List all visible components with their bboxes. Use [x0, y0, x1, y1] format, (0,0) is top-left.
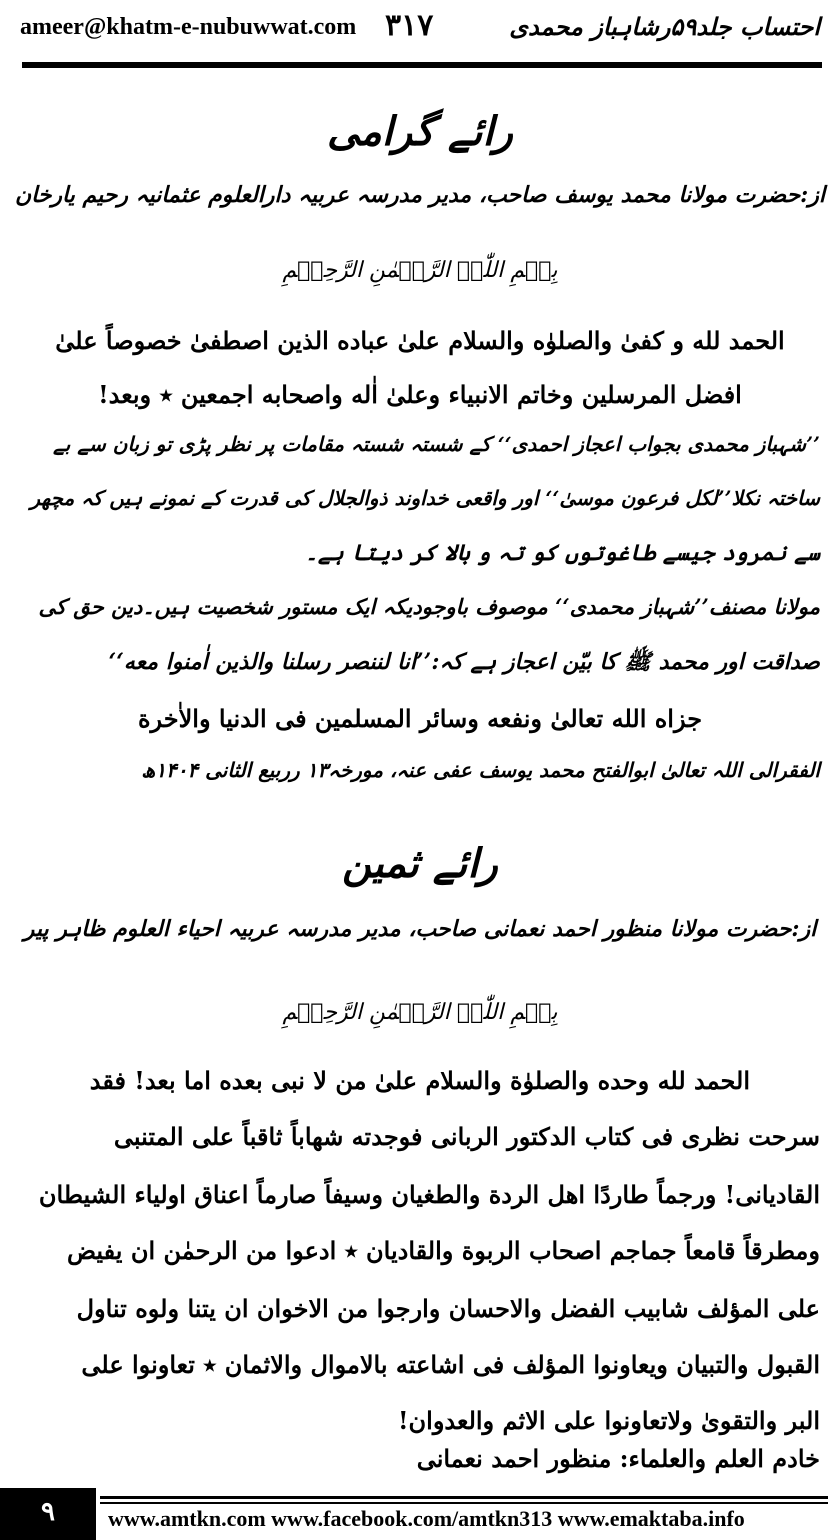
- page-footer: [0, 1484, 840, 1540]
- section1-byline: از:حضرت مولانا محمد یوسف صاحب، مدیر مدرسہ عربیہ دارالعلوم عثمانیہ رحیم یارخان: [14, 182, 826, 208]
- section1-signature: الفقرالی اللہ تعالیٰ ابوالفتح محمد یوسف عفی عنہ، مورخہ۱۳ رربیع الثانی ۱۴۰۴ھ: [141, 758, 820, 782]
- section2-line-5: على المؤلف شابيب الفضل والاحسان وارجوا من الاخوان ان يتنا ولوه تناول: [76, 1294, 820, 1323]
- section1-line-8: جزاه الله تعالىٰ ونفعه وسائر المسلمين فى الدنيا والاٰخرة: [137, 704, 703, 733]
- book-title: احتساب جلد۵۹رشاہباز محمدی: [509, 12, 820, 41]
- section2-bismillah: بِسۡمِ اللّٰہِ الرَّحۡمٰنِ الرَّحِیۡمِ: [282, 1000, 558, 1025]
- page-header: [0, 0, 840, 64]
- section1-bismillah: بِسۡمِ اللّٰہِ الرَّحۡمٰنِ الرَّحِیۡمِ: [282, 258, 558, 283]
- header-divider: [22, 62, 822, 68]
- email-address: ameer@khatm-e-nubuwwat.com: [20, 14, 357, 40]
- section1-line-5: سے نمرود جیسے طاغوتوں کو تہ و بالا کر دیتا ہے۔: [305, 540, 820, 566]
- section2-line-3: القاديانى! ورجماً طاردًا اهل الردة والطغيان وسيفاً صارماً اعناق اولياء الشيطان: [38, 1180, 820, 1209]
- section1-line-3: ’’شہباز محمدی بجواب اعجاز احمدی‘‘ کے شستہ شستہ مقامات پر نظر پڑی تو زبان سے بے: [53, 432, 820, 456]
- section2-line-2: سرحت نظرى فى كتاب الدكتور الربانى فوجدته شهاباً ثاقباً على المتنبى: [113, 1122, 820, 1151]
- section2-line-4: ومطرقاً قامعاً جماجم اصحاب الربوة والقاديان ٭ ادعوا من الرحمٰن ان يفيض: [67, 1236, 820, 1265]
- section2-line-6: القبول والتبيان ويعاونوا المؤلف فى اشاعته بالاموال والاثمان ٭ تعاونوا على: [81, 1350, 820, 1379]
- section1-line-2: افضل المرسلين وخاتم الانبياء وعلىٰ اٰله واصحابه اجمعين ٭ وبعد!: [98, 380, 742, 409]
- page-number-box: ۹: [0, 1488, 96, 1540]
- section1-title: رائے گرامی: [327, 108, 513, 155]
- section2-line-1: الحمد لله وحده والصلوٰة والسلام علىٰ من لا نبى بعده اما بعد! فقد: [89, 1066, 750, 1095]
- footer-divider-bottom: [100, 1502, 828, 1504]
- section1-line-4: ساختہ نکلا’’لکل فرعون موسیٰ‘‘ اور واقعی خداوند ذوالجلال کی قدرت کے نمونے ہیں کہ مچھر: [30, 486, 820, 510]
- section1-line-6: مولانا مصنف’’شہباز محمدی‘‘ موصوف باوجودیکہ ایک مستور شخصیت ہیں۔دین حق کی: [38, 594, 820, 619]
- section1-line-1: الحمد لله و كفىٰ والصلوٰه والسلام علىٰ عباده الذين اصطفىٰ خصوصاً علىٰ: [55, 326, 785, 355]
- page-number-urdu: ۳۱۷: [385, 8, 434, 43]
- section2-title: رائے ثمین: [342, 840, 498, 887]
- footer-links[interactable]: www.amtkn.com www.facebook.com/amtkn313 www.emaktaba.info: [108, 1506, 745, 1531]
- section2-line-7: البر والتقوىٰ ولاتعاونوا على الاثم والعدوان!: [397, 1406, 820, 1435]
- section2-signature: خادم العلم والعلماء: منظور احمد نعمانى: [416, 1444, 820, 1473]
- footer-divider-top: [100, 1496, 828, 1499]
- section2-byline: از:حضرت مولانا منظور احمد نعمانی صاحب، مدیر مدرسہ عربیہ احیاء العلوم ظاہر پیر: [23, 916, 817, 942]
- section1-line-7: صداقت اور محمد ﷺ کا بیّن اعجاز ہے کہ:’’انا لننصر رسلنا والذين اٰمنوا معه‘‘: [108, 649, 820, 675]
